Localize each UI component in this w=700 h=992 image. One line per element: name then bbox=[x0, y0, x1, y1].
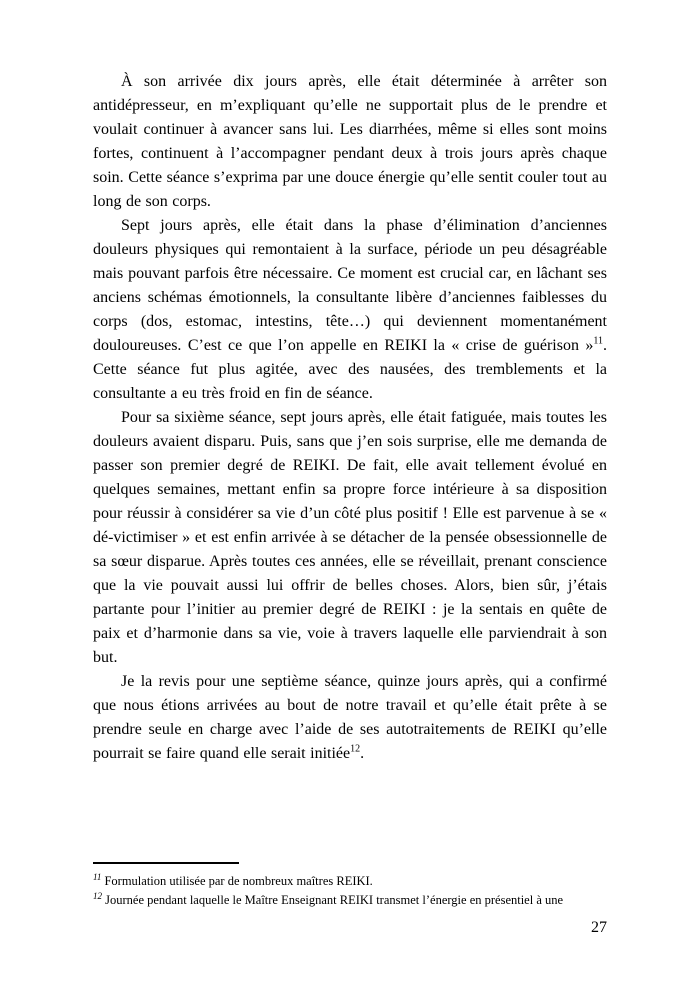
footnote bbox=[93, 872, 607, 891]
paragraph-text: . bbox=[360, 745, 365, 762]
footnotes bbox=[93, 862, 607, 910]
paragraph-text: À son arrivée dix jours après, elle était déterminée à arrêter son antidépresseur, en m’expliquant qu’elle ne supportait plus de le prendre et voulait continuer à avancer sans lui. Les diarrhées, même si elles sont moins fortes, continuent à l’accompagner pendant deux à trois jours après chaque soin. Cette séance s’exprima par une douce énergie qu’elle sentit couler tout au long de son corps. bbox=[93, 73, 607, 210]
paragraph-text: Pour sa sixième séance, sept jours après, elle était fatiguée, mais toutes les douleurs avaient disparu. Puis, sans que j’en sois surprise, elle me demanda de passer son premier degré de REIKI. De fait, elle avait tellement évolué en quelques semaines, mettant enfin sa propre force intérieure à sa disposition pour réussir à considérer sa vie d’un côté plus positif ! Elle est parvenue à se « dé-victimiser » et est enfin arrivée à se détacher de la pensée obsessionnelle de sa sœur disparue. Après toutes ces années, elle se réveillait, prenant conscience que la vie pouvait aussi lui offrir de belles choses. Alors, bien sûr, j’étais partante pour l’initier au premier degré de REIKI : je la sentais en quête de paix et d’harmonie dans sa vie, voie à travers laquelle elle parviendrait à son but. bbox=[93, 409, 607, 666]
page-number: 27 bbox=[591, 919, 607, 936]
paragraph-text: . Cette séance fut plus agitée, avec des nausées, des tremblements et la consultante a eu très froid en fin de séance. bbox=[93, 337, 607, 402]
footnote-ref: 11 bbox=[593, 335, 603, 347]
page-body bbox=[93, 70, 607, 858]
paragraph bbox=[93, 70, 607, 214]
footnote-text: Journée pendant laquelle le Maître Enseignant REIKI transmet l’énergie en présentiel à une bbox=[105, 893, 564, 907]
paragraph bbox=[93, 406, 607, 670]
footnote-separator bbox=[93, 862, 239, 864]
paragraph-text: Je la revis pour une septième séance, quinze jours après, qui a confirmé que nous étions arrivées au bout de notre travail et qu’elle était prête à se prendre seule en charge avec l’aide de ses autotraitements de REIKI qu’elle pourrait se faire quand elle serait initiée bbox=[93, 673, 607, 762]
paragraph bbox=[93, 214, 607, 406]
paragraph bbox=[93, 670, 607, 766]
footnote-text: Formulation utilisée par de nombreux maîtres REIKI. bbox=[104, 874, 373, 888]
paragraph-text: Sept jours après, elle était dans la phase d’élimination d’anciennes douleurs physiques qui remontaient à la surface, période un peu désagréable mais pouvant parfois être nécessaire. Ce moment est crucial car, en lâchant ses anciens schémas émotionnels, la consultante libère d’anciennes faiblesses du corps (dos, estomac, intestins, tête…) qui deviennent momentanément douloureuses. C’est ce que l’on appelle en REIKI la « crise de guérison » bbox=[93, 217, 607, 354]
footnote bbox=[93, 891, 607, 910]
footnote-ref: 12 bbox=[350, 743, 361, 755]
footnote-marker: 11 bbox=[93, 871, 102, 882]
footnote-marker: 12 bbox=[93, 890, 102, 901]
